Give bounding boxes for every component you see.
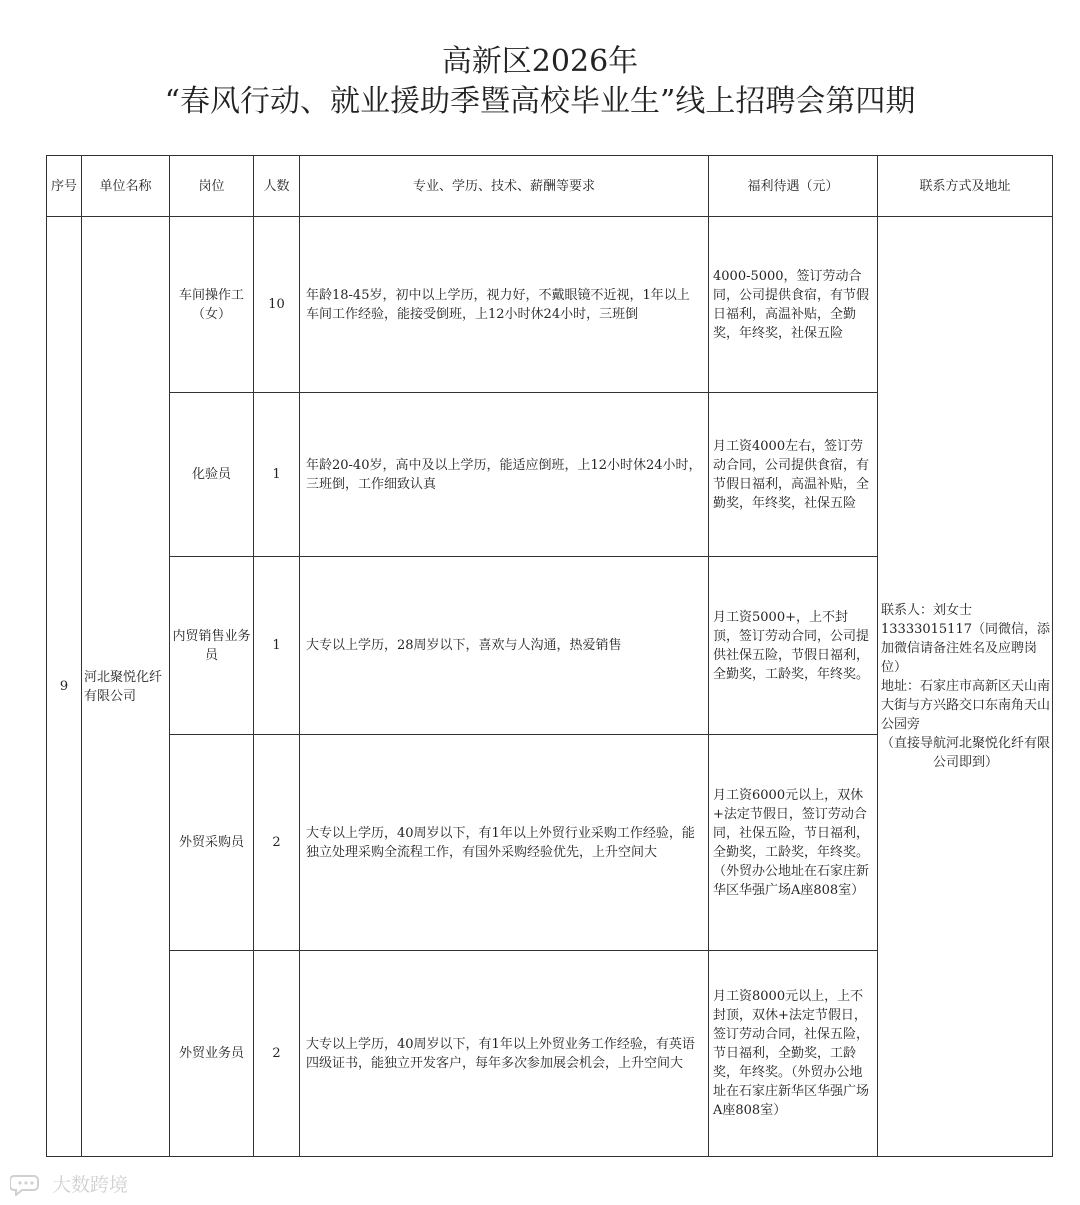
contact-address: 地址：石家庄市高新区天山南大街与方兴路交口东南角天山公园旁 xyxy=(881,679,1051,732)
cell-company: 河北聚悦化纤有限公司 xyxy=(82,217,170,1157)
cell-welfare: 月工资5000+，上不封顶，签订劳动合同，公司提供社保五险，节假日福利，全勤奖，工龄奖，年终奖。 xyxy=(709,557,878,735)
cell-requirements: 大专以上学历，40周岁以下，有1年以上外贸业务工作经验，有英语四级证书，能独立开发客户，每年多次参加展会机会，上升空间大 xyxy=(300,951,709,1157)
header-welfare: 福利待遇（元） xyxy=(709,156,878,217)
cell-count: 1 xyxy=(254,393,300,557)
cell-position: 外贸采购员 xyxy=(170,735,254,951)
header-count: 人数 xyxy=(254,156,300,217)
cell-count: 2 xyxy=(254,951,300,1157)
cell-position: 化验员 xyxy=(170,393,254,557)
cell-position: 车间操作工（女） xyxy=(170,217,254,393)
cell-welfare: 4000-5000，签订劳动合同，公司提供食宿，有节假日福利，高温补贴，全勤奖，年终奖，社保五险 xyxy=(709,217,878,393)
header-position: 岗位 xyxy=(170,156,254,217)
contact-note: （直接导航河北聚悦化纤有限公司即到） xyxy=(881,736,1051,770)
header-seq: 序号 xyxy=(47,156,82,217)
watermark xyxy=(10,1170,128,1197)
page-title-line1: 高新区2026年 xyxy=(441,44,639,79)
watermark-text: 大数跨境 xyxy=(52,1174,129,1196)
contact-phone: 13333015117（同微信，添加微信请备注姓名及应聘岗位） xyxy=(881,622,1050,675)
cell-seq: 9 xyxy=(47,217,82,1157)
cell-requirements: 大专以上学历，40周岁以下，有1年以上外贸行业采购工作经验，能独立处理采购全流程工作，有国外采购经验优先，上升空间大 xyxy=(300,735,709,951)
cell-position: 内贸销售业务员 xyxy=(170,557,254,735)
job-table xyxy=(46,155,1053,1157)
cell-welfare: 月工资6000元以上，双休+法定节假日，签订劳动合同，社保五险，节日福利，全勤奖，工龄奖，年终奖。（外贸办公地址在石家庄新华区华强广场A座808室） xyxy=(709,735,878,951)
page-title-line2: “春风行动、就业援助季暨高校毕业生”线上招聘会第四期 xyxy=(164,84,916,119)
table-row xyxy=(47,217,1053,393)
header-contact: 联系方式及地址 xyxy=(878,156,1053,217)
header-company: 单位名称 xyxy=(82,156,170,217)
cell-welfare: 月工资8000元以上，上不封顶，双休+法定节假日，签订劳动合同，社保五险，节日福利，全勤奖，工龄奖，年终奖。（外贸办公地址在石家庄新华区华强广场A座808室） xyxy=(709,951,878,1157)
cell-count: 1 xyxy=(254,557,300,735)
cell-count: 2 xyxy=(254,735,300,951)
cell-requirements: 大专以上学历，28周岁以下，喜欢与人沟通，热爱销售 xyxy=(300,557,709,735)
cell-requirements: 年龄20-40岁，高中及以上学历，能适应倒班，上12小时休24小时，三班倒，工作细致认真 xyxy=(300,393,709,557)
cell-contact xyxy=(878,217,1053,1157)
cell-requirements: 年龄18-45岁，初中以上学历，视力好，不戴眼镜不近视，1年以上车间工作经验，能接受倒班，上12小时休24小时，三班倒 xyxy=(300,217,709,393)
speech-bubble-logo-icon xyxy=(10,1172,46,1196)
contact-person: 联系人：刘女士 xyxy=(881,603,973,618)
table-header-row xyxy=(47,156,1053,217)
cell-count: 10 xyxy=(254,217,300,393)
header-requirements: 专业、学历、技术、薪酬等要求 xyxy=(300,156,709,217)
cell-welfare: 月工资4000左右，签订劳动合同，公司提供食宿，有节假日福利，高温补贴，全勤奖，年终奖，社保五险 xyxy=(709,393,878,557)
cell-position: 外贸业务员 xyxy=(170,951,254,1157)
